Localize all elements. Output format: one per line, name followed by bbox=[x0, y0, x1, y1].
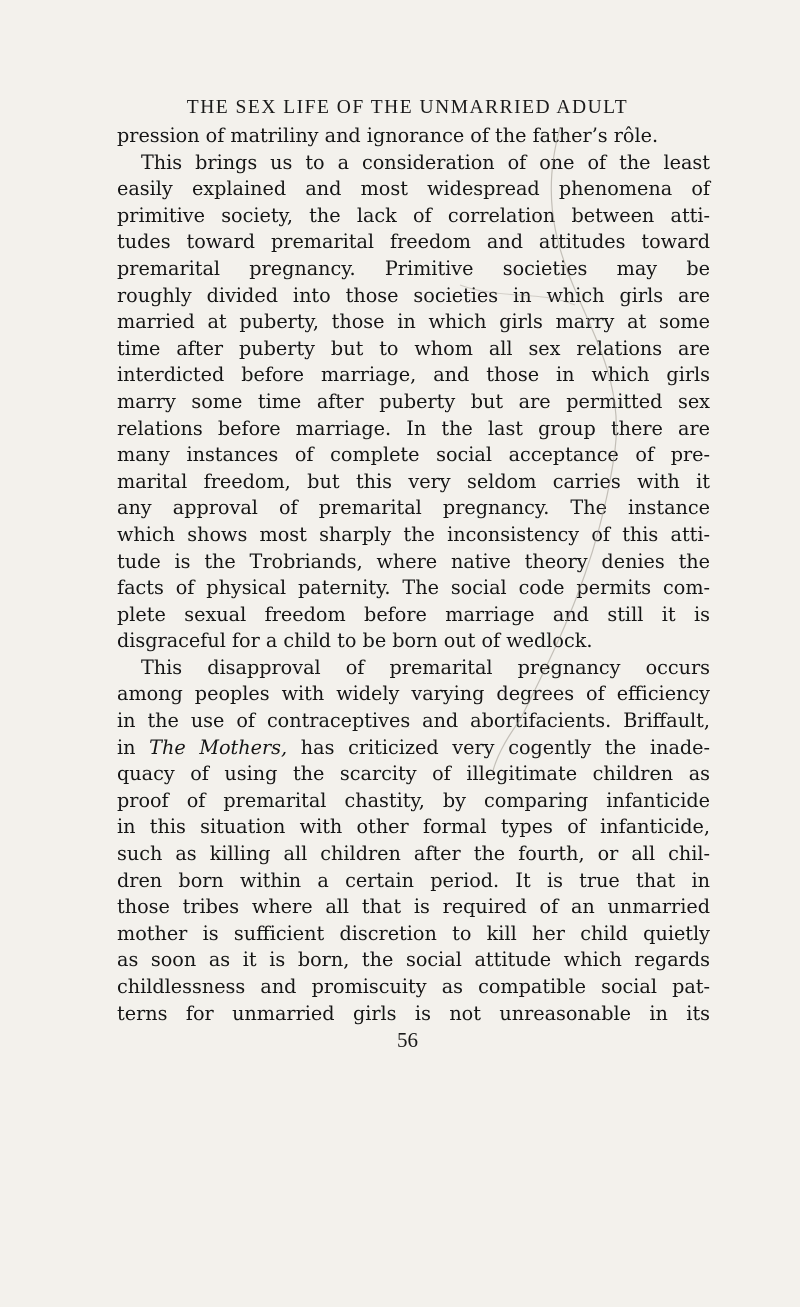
text-line: quacy of using the scarcity of illegitimate children as bbox=[117, 762, 710, 786]
text-line: tudes toward premarital freedom and attitudes toward bbox=[117, 230, 710, 254]
text-line: easily explained and most widespread phenomena of bbox=[117, 177, 710, 201]
text-line: tude is the Trobriands, where native theory denies the bbox=[117, 549, 710, 573]
text-line: relations before marriage. In the last group there are bbox=[117, 416, 710, 440]
text-line: married at puberty, those in which girls marry at some bbox=[117, 310, 710, 334]
text-line: proof of premarital chastity, by comparing infanticide bbox=[117, 788, 710, 812]
text-line: those tribes where all that is required of an unmarried bbox=[117, 895, 710, 919]
text-line: interdicted before marriage, and those in which girls bbox=[117, 363, 710, 387]
text-line: dren born within a certain period. It is true that in bbox=[117, 868, 710, 892]
text-line: disgraceful for a child to be born out of wedlock. bbox=[117, 629, 593, 653]
text-line-with-title bbox=[117, 735, 710, 762]
running-head: THE SEX LIFE OF THE UNMARRIED ADULT bbox=[186, 97, 629, 118]
text-line: marital freedom, but this very seldom carries with it bbox=[117, 469, 710, 493]
text-line: mother is sufficient discretion to kill her child quietly bbox=[117, 921, 710, 945]
text-fragment: in bbox=[117, 735, 150, 759]
text-line: marry some time after puberty but are permitted sex bbox=[117, 389, 710, 413]
text-line: in the use of contraceptives and abortifacients. Briffault, bbox=[117, 709, 710, 733]
text-line: time after puberty but to whom all sex relations are bbox=[117, 336, 710, 360]
text-line: such as killing all children after the fourth, or all chil- bbox=[117, 842, 710, 866]
text-fragment: has criticized very cogently the inade- bbox=[287, 735, 711, 759]
text-line: which shows most sharply the inconsistency of this atti- bbox=[117, 522, 710, 546]
text-line: among peoples with widely varying degrees of efficiency bbox=[117, 682, 710, 706]
text-line: This brings us to a consideration of one of the least bbox=[141, 150, 710, 174]
body-text bbox=[117, 123, 710, 1027]
text-line: many instances of complete social acceptance of pre- bbox=[117, 443, 710, 467]
text-line: pression of matriliny and ignorance of the father’s rôle. bbox=[117, 124, 659, 147]
text-line: roughly divided into those societies in which girls are bbox=[117, 283, 710, 307]
text-line: facts of physical paternity. The social code permits com- bbox=[117, 576, 710, 600]
text-line: as soon as it is born, the social attitude which regards bbox=[117, 948, 710, 972]
text-line: childlessness and promiscuity as compatible social pat- bbox=[117, 975, 710, 998]
text-line: in this situation with other formal types of infanticide, bbox=[117, 815, 710, 839]
page-number: 56 bbox=[397, 1028, 418, 1053]
text-line: terns for unmarried girls is not unreasonable in its bbox=[117, 1001, 710, 1025]
text-line: premarital pregnancy. Primitive societies may be bbox=[117, 256, 710, 280]
text-line: any approval of premarital pregnancy. The instance bbox=[117, 496, 710, 520]
text-line: plete sexual freedom before marriage and still it is bbox=[117, 602, 710, 626]
text-line: This disapproval of premarital pregnancy occurs bbox=[141, 655, 710, 679]
text-line: primitive society, the lack of correlation between atti- bbox=[117, 203, 710, 227]
book-title: The Mothers, bbox=[149, 735, 288, 759]
